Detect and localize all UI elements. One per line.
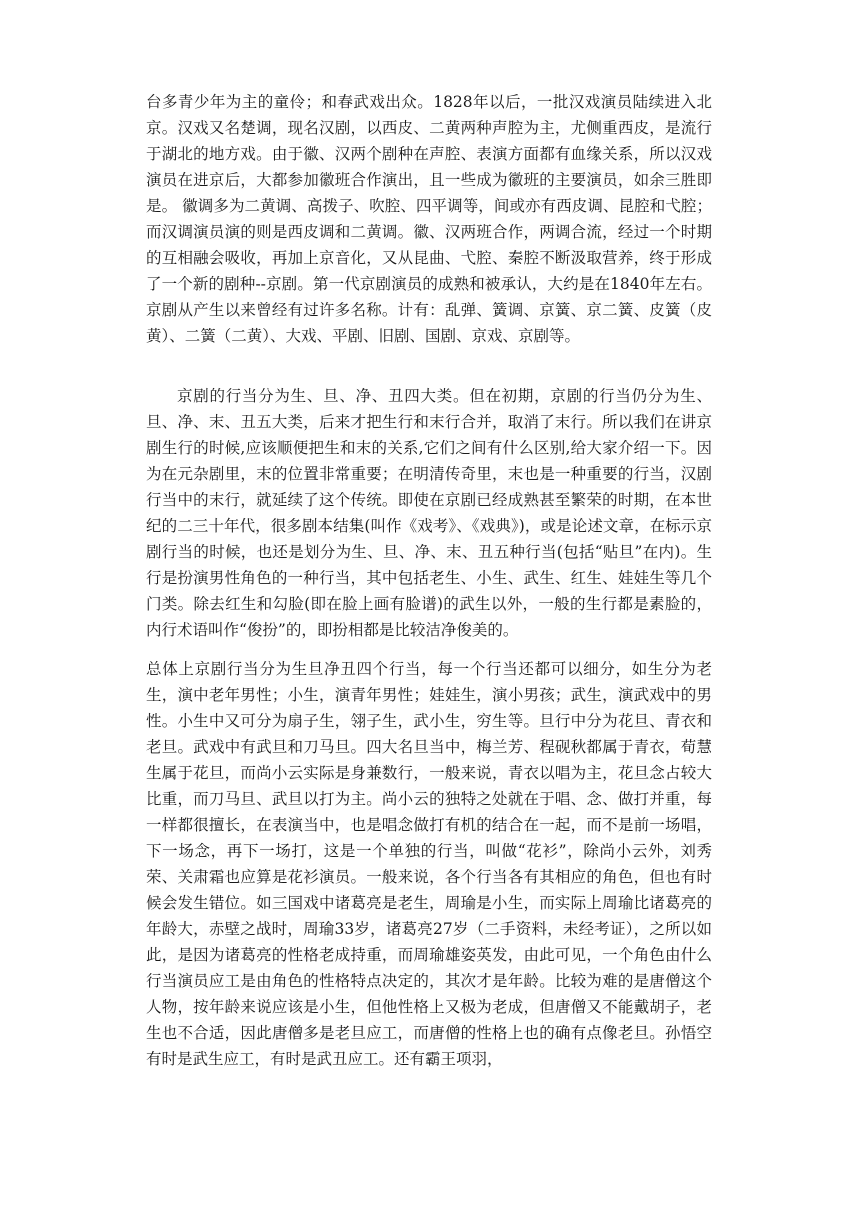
paragraph-3: 总体上京剧行当分为生旦净丑四个行当，每一个行当还都可以细分，如生分为老生，演中老年男性；小生，演青年男性；娃娃生，演小男孩；武生，演武戏中的男性。小生中又可分为扇子生，翎子生，武小生，穷生等。旦行中分为花旦、青衣和老旦。武戏中有武旦和刀马旦。四大名旦当中，梅兰芳、程砚秋都属于青衣，荀慧生属于花旦，而尚小云实际是身兼数行，一般来说，青衣以唱为主，花旦念占较大比重，而刀马旦、武旦以打为主。尚小云的独特之处就在于唱、念、做打并重，每一样都很擅长，在表演当中，也是唱念做打有机的结合在一起，而不是前一场唱，下一场念，再下一场打，这是一个单独的行当，叫做“花衫”，除尚小云外，刘秀荣、关肃霜也应算是花衫演员。一般来说，各个行当各有其相应的角色，但也有时候会发生错位。如三国戏中诸葛亮是老生，周瑜是小生，而实际上周瑜比诸葛亮的年龄大，赤壁之战时，周瑜33岁，诸葛亮27岁（二手资料，未经考证），之所以如此，是因为诸葛亮的性格老成持重，而周瑜雄姿英发，由此可见，一个角色由什么行当演员应工是由角色的性格特点决定的，其次才是年龄。比较为难的是唐僧这个人物，按年龄来说应该是小生，但他性格上又极为老成，但唐僧又不能戴胡子，老生也不合适，因此唐僧多是老旦应工，而唐僧的性格上也的确有点像老旦。孙悟空有时是武生应工，有时是武丑应工。还有霸王项羽， [146, 660, 712, 1068]
paragraph-2: 京剧的行当分为生、旦、净、丑四大类。但在初期，京剧的行当仍分为生、旦、净、末、丑五大类，后来才把生行和末行合并，取消了末行。所以我们在讲京剧生行的时候,应该顺便把生和末的关系,它们之间有什么区别,给大家介绍一下。因为在元杂剧里，末的位置非常重要；在明清传奇里，末也是一种重要的行当，汉剧行当中的末行，就延续了这个传统。即使在京剧已经成熟甚至繁荣的时期，在本世纪的二三十年代，很多剧本结集(叫作《戏考》、《戏典》)，或是论述文章，在标示京剧行当的时候，也还是划分为生、旦、净、末、丑五种行当(包括“贴旦”在内)。生行是扮演男性角色的一种行当，其中包括老生、小生、武生、红生、娃娃生等几个门类。除去红生和勾脸(即在脸上画有脸谱)的武生以外，一般的生行都是素脸的，内行术语叫作“俊扮”的，即扮相都是比较洁净俊美的。 [146, 387, 712, 639]
paragraph-1: 台多青少年为主的童伶；和春武戏出众。1828年以后，一批汉戏演员陆续进入北京。汉戏又名楚调，现名汉剧，以西皮、二黄两种声腔为主，尤侧重西皮，是流行于湖北的地方戏。由于徽、汉两个剧种在声腔、表演方面都有血缘关系，所以汉戏演员在进京后，大都参加徽班合作演出，且一些成为徽班的主要演员，如余三胜即是。 徽调多为二黄调、高拨子、吹腔、四平调等，间或亦有西皮调、昆腔和弋腔；而汉调演员演的则是西皮调和二黄调。徽、汉两班合作，两调合流，经过一个时期的互相融会吸收，再加上京音化，又从昆曲、弋腔、秦腔不断汲取营养，终于形成了一个新的剧种--京剧。第一代京剧演员的成熟和被承认，大约是在1840年左右。京剧从产生以来曾经有过许多名称。计有：乱弹、簧调、京簧、京二簧、皮簧（皮黄）、二簧（二黄）、大戏、平剧、旧剧、国剧、京戏、京剧等。 [146, 93, 712, 345]
